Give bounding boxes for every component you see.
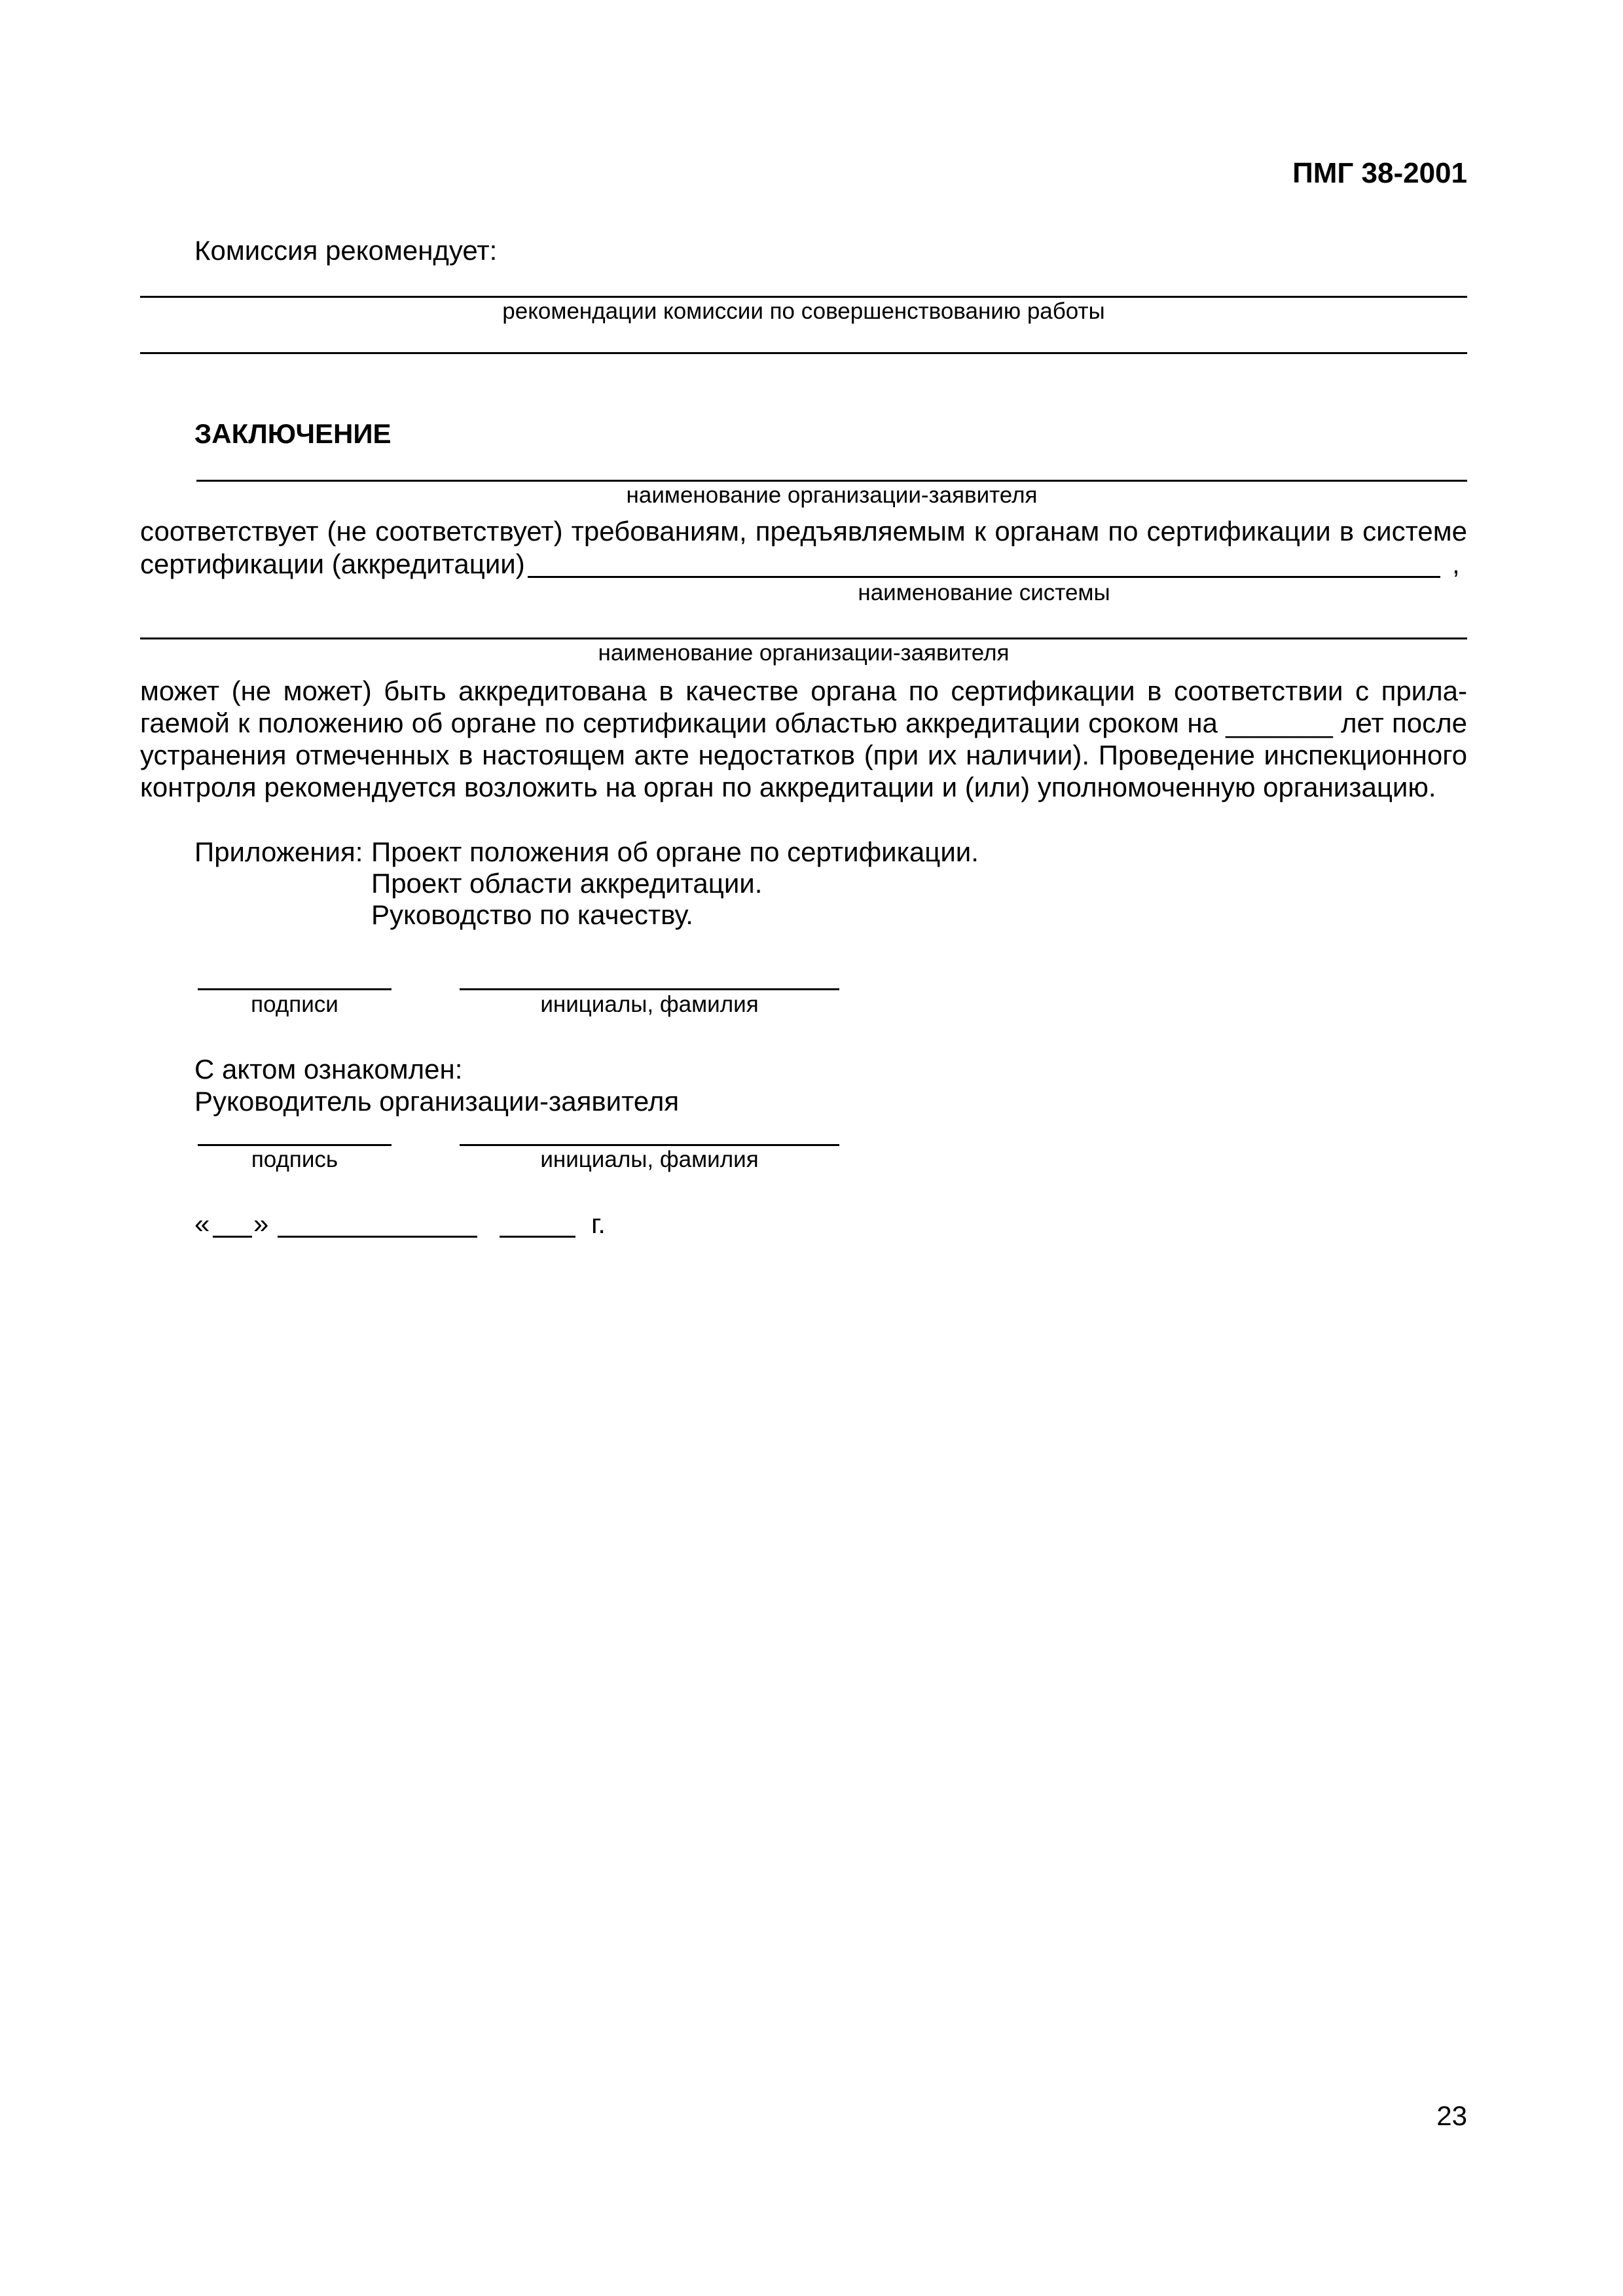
appendix-item: Проект области аккредитации. <box>371 868 763 899</box>
date-open-quote: « <box>194 1208 210 1239</box>
conclusion-heading: ЗАКЛЮЧЕНИЕ <box>194 418 392 449</box>
org-name-line-2 <box>140 637 1467 639</box>
date-close-quote: » <box>253 1208 269 1239</box>
conclusion-line-2: сертификации (аккредитации) <box>140 548 525 579</box>
head-signature-caption: подпись <box>251 1147 338 1172</box>
system-line-comma: , <box>1452 548 1460 579</box>
page-number: 23 <box>1436 2100 1467 2131</box>
acknowledgement-line-2: Руководитель организации-заявителя <box>194 1086 680 1117</box>
head-name-caption: инициалы, фамилия <box>540 1147 759 1172</box>
head-signature-line <box>198 1144 392 1146</box>
commission-signature-caption: подписи <box>251 992 338 1017</box>
conclusion-paragraph-line-4: контроля рекомендуется возложить на орган по аккредитации и (или) уполномоченную организацию. <box>140 772 1436 802</box>
org-name-caption-2: наименование организации-заявителя <box>598 640 1010 666</box>
appendix-item: Руководство по качеству. <box>371 899 693 930</box>
conclusion-paragraph-line-1: может (не может) быть аккредитована в качестве органа по сертификации в соответствии с прила- <box>140 675 1467 706</box>
document-code: ПМГ 38-2001 <box>1292 157 1467 189</box>
recommendation-caption: рекомендации комиссии по совершенствованию работы <box>502 298 1105 324</box>
commission-name-caption: инициалы, фамилия <box>540 992 759 1017</box>
org-name-caption-1: наименование организации-заявителя <box>626 482 1038 508</box>
org-name-line-1 <box>196 480 1467 482</box>
recommendation-line <box>140 296 1467 298</box>
system-name-caption: наименование системы <box>858 580 1110 605</box>
recommendation-line-2 <box>140 352 1467 354</box>
conclusion-paragraph-line-3: устранения отмеченных в настоящем акте недостатков (при их наличии). Проведение инспекционного <box>140 740 1467 770</box>
commission-signature-line <box>198 988 392 990</box>
appendix-item: Проект положения об органе по сертификации. <box>371 836 979 867</box>
head-name-line <box>460 1144 839 1146</box>
date-year-line <box>500 1236 575 1238</box>
date-month-line <box>278 1236 477 1238</box>
date-day-line <box>213 1236 252 1238</box>
conclusion-paragraph-line-2: гаемой к положению об органе по сертификации областью аккредитации сроком на _______ лет после <box>140 708 1467 738</box>
system-name-line <box>528 576 1440 578</box>
conclusion-line-1: соответствует (не соответствует) требованиям, предъявляемым к органам по сертификации в системе <box>140 516 1467 547</box>
commission-name-line <box>460 988 839 990</box>
date-year-suffix: г. <box>591 1208 606 1239</box>
appendices-label: Приложения: <box>194 836 363 867</box>
acknowledgement-line-1: С актом ознакомлен: <box>194 1054 463 1085</box>
commission-label: Комиссия рекомендует: <box>194 235 498 266</box>
